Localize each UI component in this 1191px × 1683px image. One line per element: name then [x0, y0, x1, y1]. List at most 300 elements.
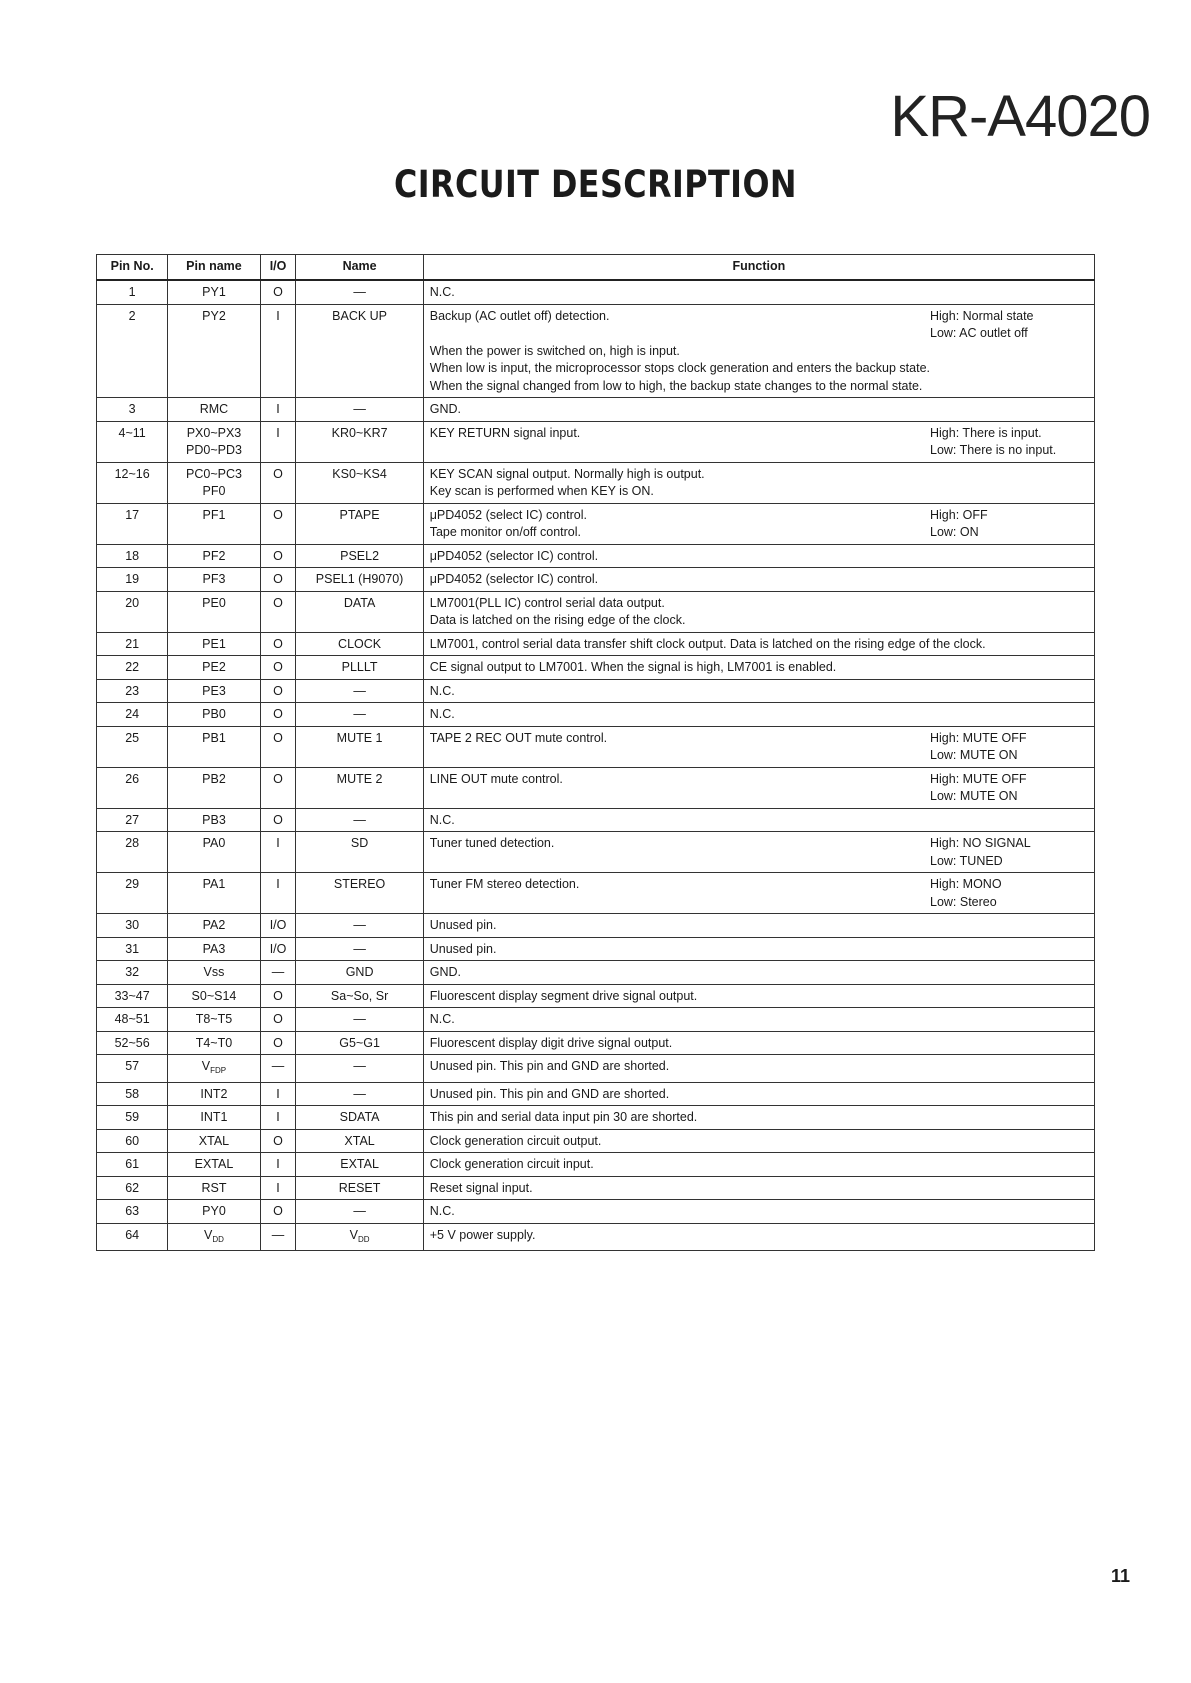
function-cell	[423, 1153, 1094, 1177]
pin-no: 22	[125, 660, 140, 674]
name-cell	[296, 873, 423, 914]
pin-no: 2	[128, 308, 136, 323]
function-cell	[423, 462, 1094, 503]
table-row	[97, 1200, 1095, 1224]
io-cell	[260, 503, 296, 544]
pin-no: 60	[125, 1133, 140, 1148]
logic-level-note: High: There is input.	[930, 425, 1042, 440]
page-number: 11	[1110, 1566, 1130, 1586]
name-cell	[296, 1106, 423, 1130]
table-row	[97, 591, 1095, 632]
io-cell	[260, 656, 296, 680]
pin-no: 26	[125, 771, 140, 786]
pin-name-cell	[168, 591, 260, 632]
pin-name: PD0~PD3	[186, 443, 242, 457]
pin-no-cell	[97, 961, 168, 985]
function-cell	[423, 1031, 1094, 1055]
pin-name-subscript: FDP	[210, 1066, 227, 1075]
signal-name: —	[353, 918, 366, 932]
pin-function-table	[96, 254, 1095, 1251]
pin-name-cell	[168, 1055, 260, 1083]
pin-no: 32	[125, 965, 140, 979]
table-row	[97, 873, 1095, 914]
io-type: O	[273, 771, 283, 786]
signal-name: GND	[345, 965, 374, 979]
io-type: I	[276, 308, 280, 323]
table-row	[97, 398, 1095, 422]
name-cell	[296, 304, 423, 398]
name-cell	[296, 984, 423, 1008]
signal-name: —	[353, 1086, 366, 1101]
function-text: N.C.	[429, 707, 455, 721]
pin-name-cell	[168, 984, 260, 1008]
pin-no-cell	[97, 726, 168, 767]
signal-name: PTAPE	[339, 507, 380, 522]
table-row	[97, 1153, 1095, 1177]
pin-no: 18	[125, 548, 140, 563]
pin-no: 57	[125, 1059, 140, 1073]
io-cell	[260, 832, 296, 873]
pin-no: 1	[128, 285, 136, 299]
function-cell	[423, 1055, 1094, 1083]
pin-no-cell	[97, 462, 168, 503]
pin-no-cell	[97, 1153, 168, 1177]
function-cell	[423, 280, 1094, 304]
pin-no-cell	[97, 679, 168, 703]
io-cell	[260, 937, 296, 961]
name-cell	[296, 632, 423, 656]
function-text: Data is latched on the rising edge of the clock.	[429, 613, 686, 627]
pin-no-cell	[97, 1176, 168, 1200]
io-cell	[260, 544, 296, 568]
name-cell	[296, 1129, 423, 1153]
signal-name: —	[353, 683, 366, 698]
pin-name-cell	[168, 1176, 260, 1200]
io-cell	[260, 984, 296, 1008]
signal-name: DATA	[343, 595, 376, 610]
pin-no: 48~51	[114, 1012, 150, 1026]
table-row	[97, 503, 1095, 544]
pin-no: 4~11	[118, 425, 146, 440]
pin-name: PY2	[202, 308, 226, 323]
function-text: TAPE 2 REC OUT mute control.	[429, 730, 608, 745]
table-header-row	[97, 255, 1095, 281]
io-type: O	[273, 812, 283, 827]
function-cell	[423, 832, 1094, 873]
io-type: O	[273, 730, 283, 745]
signal-name: KS0~KS4	[332, 466, 387, 481]
table-row	[97, 568, 1095, 592]
io-type: O	[273, 1133, 283, 1148]
header-pin-name: Pin name	[168, 255, 260, 281]
io-type: O	[273, 548, 283, 563]
function-cell	[423, 937, 1094, 961]
signal-name: BACK UP	[332, 308, 388, 323]
function-text: Fluorescent display digit drive signal output.	[429, 1035, 673, 1050]
io-cell	[260, 1082, 296, 1106]
io-type: I/O	[269, 941, 287, 956]
name-cell	[296, 656, 423, 680]
function-text: Fluorescent display segment drive signal output.	[429, 988, 698, 1003]
table-body	[97, 280, 1095, 1251]
pin-no-cell	[97, 1008, 168, 1032]
pin-no: 19	[125, 572, 140, 586]
pin-name-cell	[168, 832, 260, 873]
function-cell	[423, 1200, 1094, 1224]
pin-name-cell	[168, 1129, 260, 1153]
function-text: Tape monitor on/off control.	[429, 525, 581, 539]
table-row	[97, 984, 1095, 1008]
pin-no: 17	[125, 507, 140, 522]
function-cell	[423, 591, 1094, 632]
pin-name: PE2	[202, 660, 226, 674]
pin-name: T4~T0	[195, 1035, 233, 1050]
pin-name-cell	[168, 1200, 260, 1224]
logic-level-note: High: Normal state	[930, 308, 1034, 323]
name-cell	[296, 503, 423, 544]
io-cell	[260, 421, 296, 462]
pin-no-cell	[97, 632, 168, 656]
table-row	[97, 544, 1095, 568]
function-text: Unused pin. This pin and GND are shorted.	[429, 1086, 670, 1101]
name-cell	[296, 679, 423, 703]
pin-no-cell	[97, 568, 168, 592]
pin-name: RST	[201, 1180, 227, 1195]
function-cell	[423, 703, 1094, 727]
name-cell	[296, 591, 423, 632]
pin-name-cell	[168, 568, 260, 592]
function-cell	[423, 568, 1094, 592]
io-cell	[260, 1129, 296, 1153]
table-row	[97, 808, 1095, 832]
signal-name: STEREO	[333, 877, 386, 891]
function-text: LINE OUT mute control.	[429, 771, 563, 786]
io-cell	[260, 808, 296, 832]
table-row	[97, 304, 1095, 398]
function-text: Backup (AC outlet off) detection.	[429, 308, 610, 323]
table-row	[97, 832, 1095, 873]
io-cell	[260, 873, 296, 914]
io-cell	[260, 1200, 296, 1224]
table-row	[97, 767, 1095, 808]
io-cell	[260, 1106, 296, 1130]
io-type: I	[276, 425, 280, 440]
name-cell	[296, 1082, 423, 1106]
logic-level-note: High: MONO	[930, 877, 1002, 891]
signal-name: —	[353, 707, 366, 721]
table-row	[97, 1031, 1095, 1055]
pin-no: 23	[125, 683, 140, 698]
pin-name-cell	[168, 1082, 260, 1106]
pin-name-cell	[168, 544, 260, 568]
function-cell	[423, 984, 1094, 1008]
io-cell	[260, 632, 296, 656]
pin-name-cell	[168, 937, 260, 961]
table-row	[97, 679, 1095, 703]
function-cell	[423, 656, 1094, 680]
function-text: LM7001, control serial data transfer shift clock output. Data is latched on the rising edge of the clock.	[429, 636, 986, 651]
pin-no: 33~47	[114, 988, 150, 1003]
pin-no: 30	[125, 918, 140, 932]
pin-name: PE3	[202, 683, 226, 698]
signal-name: CLOCK	[338, 636, 382, 651]
pin-name: PY0	[202, 1204, 226, 1218]
signal-name: SD	[350, 836, 369, 850]
signal-name: RESET	[338, 1180, 381, 1195]
name-cell	[296, 1008, 423, 1032]
name-cell	[296, 1200, 423, 1224]
pin-no-cell	[97, 1129, 168, 1153]
table-row	[97, 703, 1095, 727]
table-row	[97, 462, 1095, 503]
pin-name-cell	[168, 462, 260, 503]
pin-name: PC0~PC3	[186, 466, 242, 481]
pin-no: 63	[125, 1204, 140, 1218]
io-type: O	[273, 572, 283, 586]
function-text: N.C.	[429, 812, 455, 827]
name-cell	[296, 808, 423, 832]
pin-no-cell	[97, 280, 168, 304]
io-cell	[260, 462, 296, 503]
function-text: KEY SCAN signal output. Normally high is output.	[429, 466, 705, 481]
io-type: O	[273, 595, 283, 610]
io-cell	[260, 726, 296, 767]
pin-no-cell	[97, 767, 168, 808]
signal-name: —	[353, 1059, 366, 1073]
pin-no-cell	[97, 808, 168, 832]
io-cell	[260, 1176, 296, 1200]
table-row	[97, 937, 1095, 961]
function-text: LM7001(PLL IC) control serial data output.	[429, 595, 665, 610]
function-cell	[423, 1176, 1094, 1200]
signal-name: SDATA	[339, 1110, 380, 1124]
logic-level-note: Low: AC outlet off	[930, 326, 1028, 340]
model-number: KR-A4020	[890, 84, 1150, 149]
function-text: N.C.	[429, 1204, 455, 1218]
pin-no: 58	[125, 1086, 140, 1101]
pin-name: PX0~PX3	[186, 425, 242, 440]
table-row	[97, 914, 1095, 938]
pin-name-cell	[168, 679, 260, 703]
io-cell	[260, 1055, 296, 1083]
pin-name: PF2	[202, 548, 226, 563]
pin-name: PA3	[202, 941, 226, 956]
pin-no: 31	[125, 941, 140, 956]
pin-name: RMC	[199, 402, 229, 416]
function-cell	[423, 503, 1094, 544]
io-type: —	[271, 1059, 285, 1073]
logic-level-note: Low: MUTE ON	[930, 789, 1018, 803]
io-type: I	[276, 402, 280, 416]
table-row	[97, 726, 1095, 767]
function-cell	[423, 961, 1094, 985]
pin-name: T8~T5	[195, 1012, 233, 1026]
function-text: Unused pin.	[429, 941, 497, 956]
pin-no-cell	[97, 398, 168, 422]
io-cell	[260, 1223, 296, 1251]
pin-name-cell	[168, 767, 260, 808]
pin-name: INT2	[200, 1086, 228, 1101]
io-type: O	[273, 285, 283, 299]
function-cell	[423, 632, 1094, 656]
pin-name-cell	[168, 656, 260, 680]
pin-name-cell	[168, 873, 260, 914]
io-cell	[260, 568, 296, 592]
pin-name: PB3	[202, 812, 226, 827]
signal-name: —	[353, 1012, 366, 1026]
io-type: I/O	[269, 918, 287, 932]
function-text: N.C.	[429, 285, 455, 299]
pin-no-cell	[97, 1223, 168, 1251]
signal-name-subscript: DD	[357, 1234, 370, 1244]
io-cell	[260, 703, 296, 727]
name-cell	[296, 544, 423, 568]
pin-no: 59	[125, 1110, 140, 1124]
pin-name: PA0	[202, 836, 226, 850]
function-text: Unused pin. This pin and GND are shorted.	[429, 1059, 670, 1073]
io-type: I	[276, 1180, 280, 1195]
name-cell	[296, 421, 423, 462]
function-text: GND.	[429, 402, 461, 416]
function-text: KEY RETURN signal input.	[429, 425, 581, 440]
header-io: I/O	[260, 255, 296, 281]
signal-name: MUTE 1	[336, 730, 383, 745]
io-type: I	[276, 1110, 280, 1124]
pin-no-cell	[97, 591, 168, 632]
pin-no: 25	[125, 730, 140, 745]
function-cell	[423, 914, 1094, 938]
header-pin-no: Pin No.	[97, 255, 168, 281]
pin-name: PB1	[202, 730, 226, 745]
pin-name-cell	[168, 421, 260, 462]
page-title: CIRCUIT DESCRIPTION	[394, 163, 797, 206]
signal-name: —	[353, 1204, 366, 1218]
pin-no: 24	[125, 707, 140, 721]
io-type: I	[276, 1157, 280, 1171]
pin-no-cell	[97, 1082, 168, 1106]
table-row	[97, 280, 1095, 304]
function-text: Unused pin.	[429, 918, 497, 932]
function-text: μPD4052 (select IC) control.	[429, 507, 587, 522]
io-type: —	[271, 965, 285, 979]
io-type: O	[273, 1204, 283, 1218]
pin-name-cell	[168, 1153, 260, 1177]
function-text: Clock generation circuit input.	[429, 1157, 594, 1171]
table-row	[97, 1082, 1095, 1106]
pin-no: 28	[125, 836, 140, 850]
name-cell	[296, 1223, 423, 1251]
name-cell	[296, 1176, 423, 1200]
pin-name: PF0	[202, 484, 226, 498]
pin-name: PF1	[202, 507, 226, 522]
name-cell	[296, 726, 423, 767]
io-cell	[260, 398, 296, 422]
io-type: O	[273, 707, 283, 721]
pin-name-cell	[168, 961, 260, 985]
function-cell	[423, 726, 1094, 767]
pin-no-cell	[97, 937, 168, 961]
pin-no-cell	[97, 421, 168, 462]
function-text: Tuner tuned detection.	[429, 836, 555, 850]
function-cell	[423, 679, 1094, 703]
logic-level-note: Low: There is no input.	[930, 443, 1057, 457]
table-row	[97, 421, 1095, 462]
io-cell	[260, 679, 296, 703]
function-text: N.C.	[429, 1012, 455, 1026]
pin-no: 3	[128, 402, 136, 416]
function-text: μPD4052 (selector IC) control.	[429, 572, 599, 586]
pin-name: V	[201, 1059, 211, 1073]
function-text: CE signal output to LM7001. When the signal is high, LM7001 is enabled.	[429, 660, 837, 674]
logic-level-note: Low: ON	[930, 525, 979, 539]
table-row	[97, 1176, 1095, 1200]
signal-name: EXTAL	[340, 1157, 379, 1171]
table-row	[97, 632, 1095, 656]
pin-no-cell	[97, 656, 168, 680]
pin-no: 64	[125, 1227, 140, 1242]
io-cell	[260, 767, 296, 808]
io-cell	[260, 1153, 296, 1177]
pin-name: PY1	[202, 285, 226, 299]
io-type: O	[273, 466, 283, 481]
name-cell	[296, 937, 423, 961]
function-text: N.C.	[429, 683, 455, 698]
io-type: I	[276, 1086, 280, 1101]
pin-name: XTAL	[198, 1133, 230, 1148]
name-cell	[296, 462, 423, 503]
pin-name-cell	[168, 1031, 260, 1055]
pin-name-cell	[168, 304, 260, 398]
pin-name: Vss	[203, 965, 225, 979]
table-row	[97, 1055, 1095, 1083]
function-cell	[423, 808, 1094, 832]
pin-no-cell	[97, 703, 168, 727]
function-cell	[423, 398, 1094, 422]
pin-no-cell	[97, 984, 168, 1008]
pin-name-cell	[168, 1008, 260, 1032]
name-cell	[296, 568, 423, 592]
io-type: O	[273, 1035, 283, 1050]
io-cell	[260, 591, 296, 632]
function-cell	[423, 1106, 1094, 1130]
io-cell	[260, 961, 296, 985]
name-cell	[296, 1055, 423, 1083]
table-row	[97, 656, 1095, 680]
pin-no-cell	[97, 304, 168, 398]
function-text: Reset signal input.	[429, 1180, 533, 1195]
function-text: When the signal changed from low to high, the backup state changes to the normal state.	[429, 378, 923, 393]
pin-name-cell	[168, 726, 260, 767]
pin-name: PA2	[202, 918, 226, 932]
function-cell	[423, 873, 1094, 914]
pin-no: 12~16	[114, 466, 150, 481]
pin-name: INT1	[200, 1110, 228, 1124]
name-cell	[296, 703, 423, 727]
pin-no-cell	[97, 1055, 168, 1083]
pin-no-cell	[97, 832, 168, 873]
io-type: I	[276, 836, 280, 850]
table-row	[97, 1223, 1095, 1251]
io-cell	[260, 914, 296, 938]
function-text: Clock generation circuit output.	[429, 1133, 602, 1148]
pin-no-cell	[97, 544, 168, 568]
name-cell	[296, 398, 423, 422]
signal-name: —	[353, 941, 366, 956]
logic-level-note: Low: MUTE ON	[930, 748, 1018, 762]
signal-name: MUTE 2	[336, 771, 383, 786]
pin-name-cell	[168, 914, 260, 938]
signal-name: V	[349, 1227, 358, 1242]
